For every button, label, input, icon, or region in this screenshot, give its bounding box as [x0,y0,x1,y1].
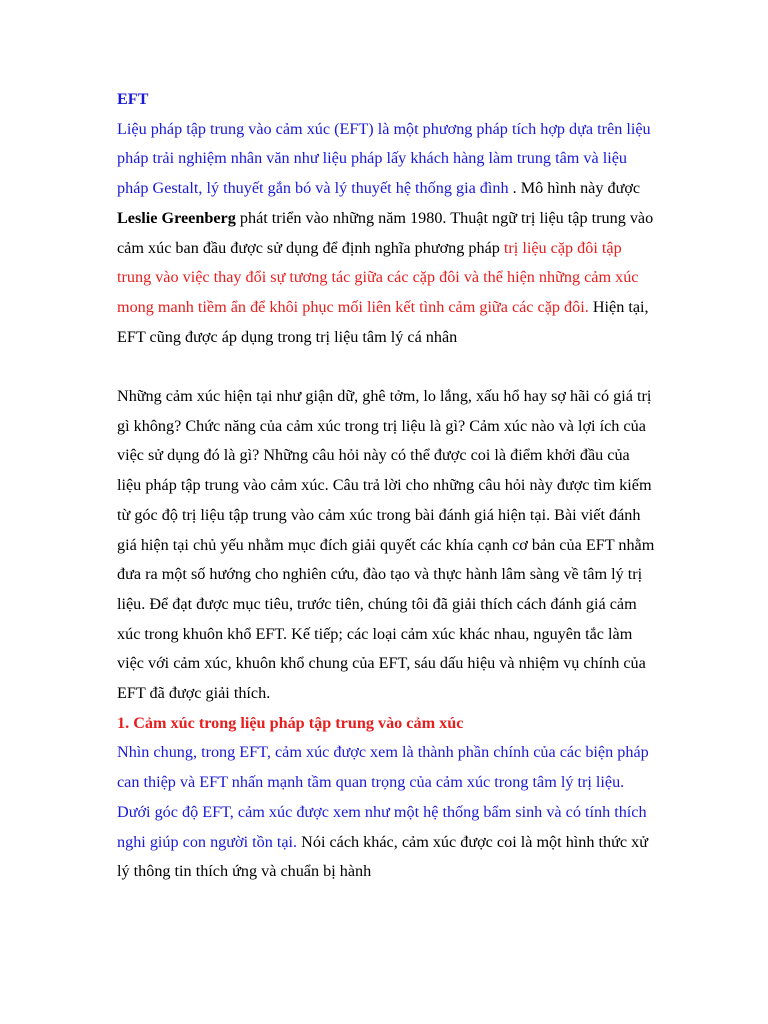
section-1-blue-text: Nhìn chung, trong EFT, cảm xúc được xem là thành phần chính của các biện pháp can thiệp và EFT nhấn mạnh tầm quan trọng của cảm xúc trong tâm lý trị liệu. Dưới góc độ EFT, cảm xúc được xem như một hệ thống bẩm sinh và có tính thích nghi giúp con người tồn tại. [117,743,649,851]
intro-definition-text: Liệu pháp tập trung vào cảm xúc (EFT) là một phương pháp tích hợp dựa trên liệu pháp trải nghiệm nhân văn như liệu pháp lấy khách hàng làm trung tâm và liệu pháp Gestalt, lý thuyết gắn bó và lý thuyết hệ thống gia đình [117,119,651,198]
document-title: EFT [117,90,149,108]
paragraph-spacer [117,352,657,382]
intro-current-use-text: Hiện tại, EFT cũng được áp dụng trong trị liệu tâm lý cá nhân [117,297,649,346]
couples-therapy-text: trị liệu cặp đôi tập trung vào việc thay đổi sự tương tác giữa các cặp đôi và thể hiện những cảm xúc mong manh tiềm ẩn để khôi phục mối liên kết tình cảm giữa các cặp đôi. [117,238,639,316]
section-1-paragraph [117,738,657,887]
intro-paragraph [117,115,657,353]
intro-history-text: phát triển vào những năm 1980. Thuật ngữ trị liệu tập trung vào cảm xúc ban đầu được sử dụng để định nghĩa phương pháp [117,208,654,257]
document-page [117,85,657,887]
author-name: Leslie Greenberg [117,208,236,227]
intro-model-text: . Mô hình này được [508,179,641,198]
section-1-black-text: Nói cách khác, cảm xúc được coi là một hình thức xử lý thông tin thích ứng và chuẩn bị hành [117,832,648,881]
questions-paragraph: Những cảm xúc hiện tại như giận dữ, ghê tởm, lo lắng, xấu hổ hay sợ hãi có giá trị gì không? Chức năng của cảm xúc trong trị liệu là gì? Cảm xúc nào và lợi ích của việc sử dụng đó là gì? Những câu hỏi này có thể được coi là điểm khởi đầu của liệu pháp tập trung vào cảm xúc. Câu trả lời cho những câu hỏi này được tìm kiếm từ góc độ trị liệu tập trung vào cảm xúc trong bài đánh giá hiện tại. Bài viết đánh giá hiện tại chủ yếu nhằm mục đích giải quyết các khía cạnh cơ bản của EFT nhằm đưa ra một số hướng cho nghiên cứu, đào tạo và thực hành lâm sàng về tâm lý trị liệu. Để đạt được mục tiêu, trước tiên, chúng tôi đã giải thích cách đánh giá cảm xúc trong khuôn khổ EFT. Kế tiếp; các loại cảm xúc khác nhau, nguyên tắc làm việc với cảm xúc, khuôn khổ chung của EFT, sáu dấu hiệu và nhiệm vụ chính của EFT đã được giải thích. [117,387,655,703]
section-1-heading: 1. Cảm xúc trong liệu pháp tập trung vào cảm xúc [117,713,464,732]
